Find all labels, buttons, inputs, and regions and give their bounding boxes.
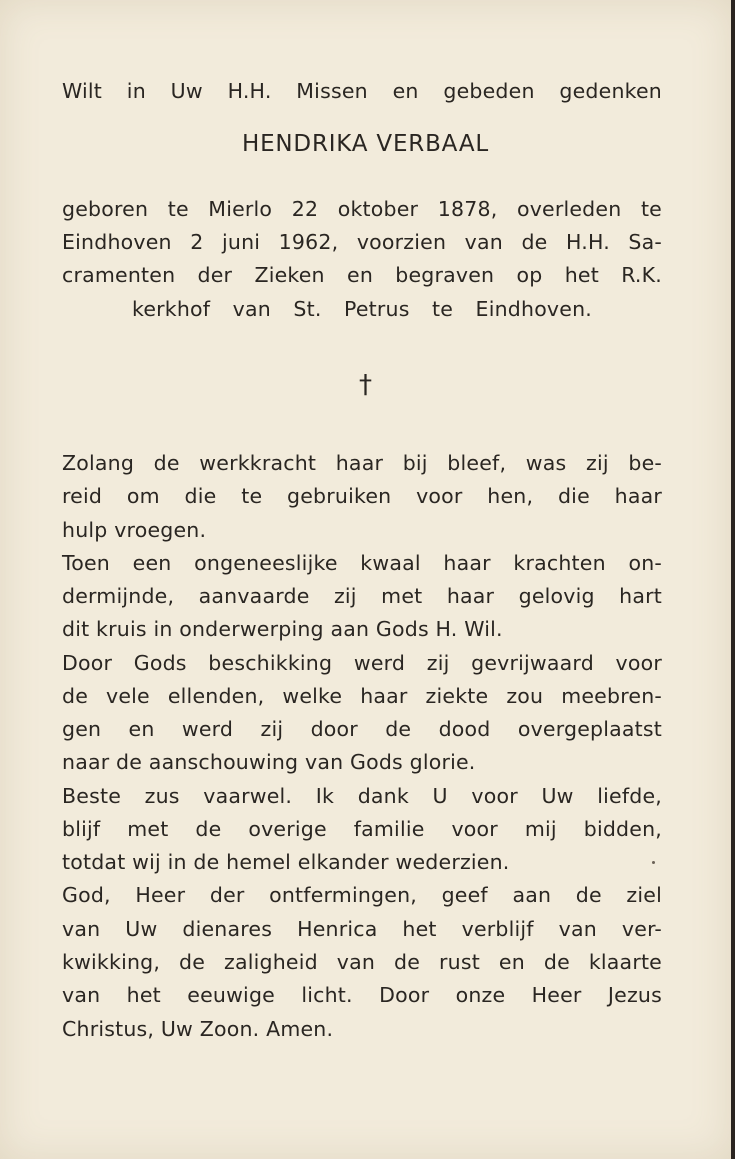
body-line: blijf met de overige familie voor mij bidden, xyxy=(62,817,662,841)
cross-icon: † xyxy=(359,370,372,400)
body-line: kwikking, de zaligheid van de rust en de klaarte xyxy=(62,950,662,974)
body-line: dit kruis in onderwerping aan Gods H. Wil. xyxy=(62,617,503,641)
body-line: de vele ellenden, welke haar ziekte zou meebren- xyxy=(62,684,662,708)
bio-line: cramenten der Zieken en begraven op het R.K. xyxy=(62,263,662,287)
card-edge xyxy=(731,0,735,1159)
body-line: gen en werd zij door de dood overgeplaatst xyxy=(62,717,662,741)
body-line: van het eeuwige licht. Door onze Heer Jezus xyxy=(62,983,662,1007)
paper-speck xyxy=(652,861,655,864)
body-line: dermijnde, aanvaarde zij met haar gelovig hart xyxy=(62,584,662,608)
intro-line: Wilt in Uw H.H. Missen en gebeden gedenken xyxy=(62,79,662,103)
body-line: God, Heer der ontfermingen, geef aan de ziel xyxy=(62,883,662,907)
body-line: Door Gods beschikking werd zij gevrijwaard voor xyxy=(62,651,662,675)
body-line: hulp vroegen. xyxy=(62,518,207,542)
body-line: van Uw dienares Henrica het verblijf van ver- xyxy=(62,917,662,941)
bio-line: kerkhof van St. Petrus te Eindhoven. xyxy=(132,297,592,321)
body-line: totdat wij in de hemel elkander wederzien. xyxy=(62,850,510,874)
bio-line: Eindhoven 2 juni 1962, voorzien van de H.H. Sa- xyxy=(62,230,662,254)
body-line: Beste zus vaarwel. Ik dank U voor Uw liefde, xyxy=(62,784,662,808)
body-line: reid om die te gebruiken voor hen, die haar xyxy=(62,484,662,508)
body-line: naar de aanschouwing van Gods glorie. xyxy=(62,750,476,774)
bio-line: geboren te Mierlo 22 oktober 1878, overleden te xyxy=(62,197,662,221)
body-line: Zolang de werkkracht haar bij bleef, was zij be- xyxy=(62,451,662,475)
body-line: Christus, Uw Zoon. Amen. xyxy=(62,1017,334,1041)
deceased-name: HENDRIKA VERBAAL xyxy=(242,131,489,157)
body-line: Toen een ongeneeslijke kwaal haar krachten on- xyxy=(62,551,662,575)
